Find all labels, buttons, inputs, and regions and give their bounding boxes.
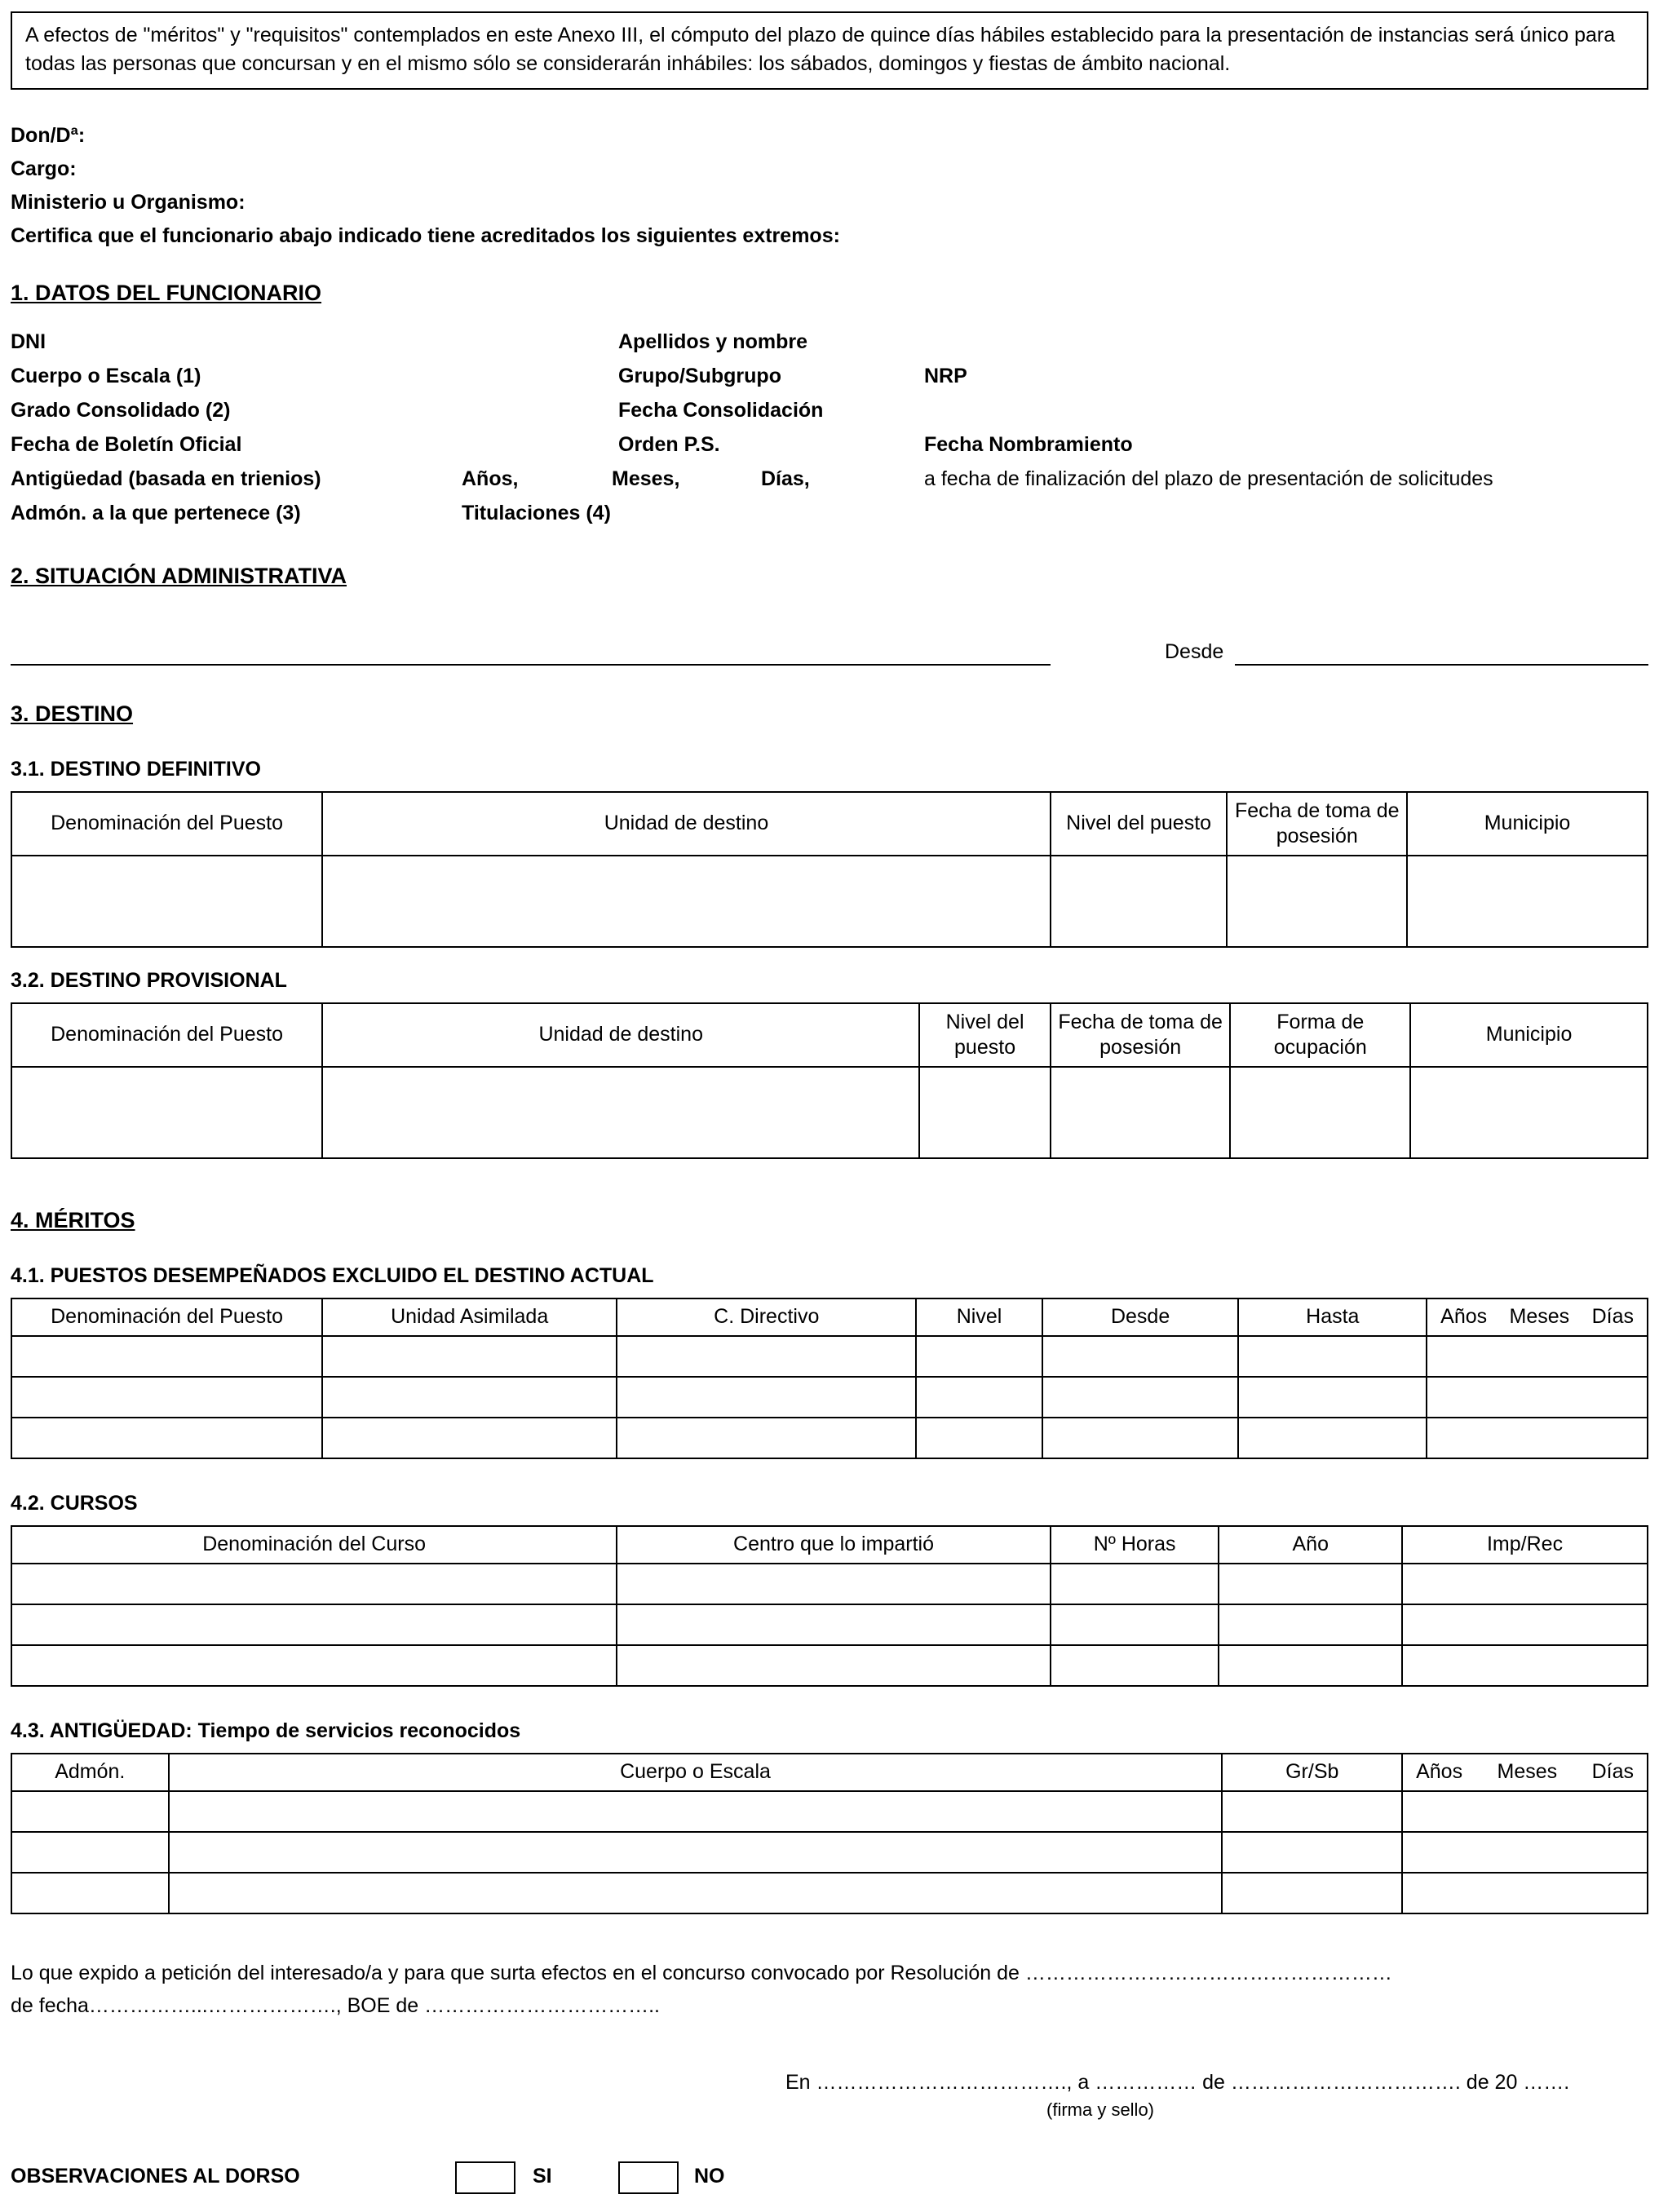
label-antiguedad: Antigüedad (basada en trienios) (11, 467, 321, 490)
column-header-hasta: Hasta (1238, 1298, 1427, 1336)
section2-title: 2. SITUACIÓN ADMINISTRATIVA (11, 564, 347, 588)
datos-row-1 (11, 330, 1648, 365)
empty-cell (1051, 1564, 1219, 1604)
label-no: NO (694, 2165, 725, 2188)
label-anios: Años (1440, 1305, 1488, 1329)
table-row (11, 1832, 1648, 1873)
puestos-desempenados-table (11, 1298, 1648, 1459)
label-don: Don/Dª: (11, 124, 86, 147)
checkbox-no[interactable] (618, 2161, 679, 2194)
label-cuerpo-escala: Cuerpo o Escala (1) (11, 365, 201, 387)
datos-row-3 (11, 399, 1648, 433)
label-meses: Meses, (612, 467, 680, 490)
destino-definitivo-table (11, 791, 1648, 948)
empty-cell (322, 1067, 919, 1158)
empty-cell (169, 1873, 1223, 1913)
column-header-tiempo (1402, 1754, 1648, 1791)
date-place-line: En ………………………………., a …………… de ……………………………. de 20 ……. (785, 2071, 1570, 2094)
column-header-horas: Nº Horas (1051, 1526, 1219, 1564)
column-header-denominacion: Denominación del Puesto (11, 1298, 322, 1336)
column-header-admon: Admón. (11, 1754, 169, 1791)
label-titulaciones: Titulaciones (4) (462, 502, 611, 524)
empty-cell (1427, 1377, 1648, 1418)
empty-cell (322, 1377, 617, 1418)
table-row (11, 1067, 1648, 1158)
column-header-fecha-posesion: Fecha de toma de posesión (1227, 792, 1407, 856)
column-header-forma-ocupacion: Forma de ocupación (1230, 1003, 1410, 1067)
label-grupo-subgrupo: Grupo/Subgrupo (618, 365, 781, 387)
empty-cell (11, 856, 322, 947)
column-header-unidad-asimilada: Unidad Asimilada (322, 1298, 617, 1336)
empty-cell (1042, 1377, 1239, 1418)
empty-cell (11, 1067, 322, 1158)
destino-provisional-table (11, 1002, 1648, 1159)
observaciones-row (11, 2158, 1648, 2196)
column-header-unidad-destino: Unidad de destino (322, 792, 1051, 856)
empty-cell (322, 1336, 617, 1377)
label-apellidos-nombre: Apellidos y nombre (618, 330, 807, 353)
table-row (11, 1791, 1648, 1832)
empty-cell (1427, 1336, 1648, 1377)
column-header-centro: Centro que lo impartió (617, 1526, 1051, 1564)
empty-cell (1219, 1645, 1402, 1686)
empty-cell (1227, 856, 1407, 947)
label-fecha-consolidacion: Fecha Consolidación (618, 399, 824, 422)
section3-title: 3. DESTINO (11, 701, 134, 726)
table-header-row (11, 1298, 1648, 1336)
empty-cell (1051, 1067, 1231, 1158)
notice-box (11, 11, 1648, 90)
label-dni: DNI (11, 330, 46, 353)
empty-cell (919, 1067, 1050, 1158)
table-header-row (11, 1003, 1648, 1067)
table-row (11, 1604, 1648, 1645)
section31-title: 3.1. DESTINO DEFINITIVO (11, 758, 261, 781)
datos-row-5 (11, 467, 1648, 502)
empty-cell (11, 1418, 322, 1458)
empty-cell (1402, 1873, 1648, 1913)
column-header-municipio: Municipio (1407, 792, 1648, 856)
label-dias: Días (1591, 1305, 1634, 1329)
column-header-nivel: Nivel (916, 1298, 1042, 1336)
empty-cell (1402, 1832, 1648, 1873)
empty-cell (916, 1336, 1042, 1377)
empty-cell (617, 1336, 916, 1377)
label-grado-consolidado: Grado Consolidado (2) (11, 399, 231, 422)
situacion-administrativa-row (11, 630, 1648, 666)
section41-title: 4.1. PUESTOS DESEMPEÑADOS EXCLUIDO EL DESTINO ACTUAL (11, 1264, 654, 1287)
empty-cell (169, 1832, 1223, 1873)
label-si: SI (533, 2165, 552, 2188)
intro-block (11, 119, 1648, 253)
table-row (11, 1873, 1648, 1913)
table-row (11, 1377, 1648, 1418)
expido-line-1: Lo que expido a petición del interesado/a y para que surta efectos en el concurso convocado por Resolución de ……………………………………………… (11, 1962, 1392, 1984)
table-row (11, 1336, 1648, 1377)
empty-cell (617, 1377, 916, 1418)
section42-title: 4.2. CURSOS (11, 1492, 138, 1515)
column-header-nivel-puesto: Nivel del puesto (1051, 792, 1228, 856)
datos-funcionario (11, 330, 1648, 536)
empty-cell (1427, 1418, 1648, 1458)
empty-cell (916, 1377, 1042, 1418)
empty-cell (1402, 1791, 1648, 1832)
label-cargo: Cargo: (11, 157, 77, 180)
empty-cell (169, 1791, 1223, 1832)
column-header-desde: Desde (1042, 1298, 1239, 1336)
empty-cell (1402, 1564, 1648, 1604)
empty-cell (1219, 1564, 1402, 1604)
situacion-fill-line (11, 638, 1051, 666)
table-header-row (11, 1526, 1648, 1564)
empty-cell (1230, 1067, 1410, 1158)
tiempo-header-group (1408, 1759, 1642, 1785)
empty-cell (617, 1564, 1051, 1604)
empty-cell (617, 1418, 916, 1458)
empty-cell (11, 1645, 617, 1686)
empty-cell (11, 1377, 322, 1418)
empty-cell (1042, 1418, 1239, 1458)
label-desde: Desde (1165, 640, 1224, 663)
firma-sello-label: (firma y sello) (1046, 2099, 1155, 2120)
label-a-fecha-finalizacion: a fecha de finalización del plazo de presentación de solicitudes (924, 467, 1493, 490)
datos-row-4 (11, 433, 1648, 467)
column-header-tiempo (1427, 1298, 1648, 1336)
empty-cell (1051, 1604, 1219, 1645)
empty-cell (916, 1418, 1042, 1458)
empty-cell (1238, 1418, 1427, 1458)
expido-line-2: de fecha……………...………………., BOE de …………………………….. (11, 1994, 660, 2017)
checkbox-si[interactable] (455, 2161, 515, 2194)
column-header-unidad-destino: Unidad de destino (322, 1003, 919, 1067)
tiempo-header-group (1432, 1304, 1642, 1329)
label-meses: Meses (1497, 1760, 1558, 1784)
column-header-denominacion: Denominación del Puesto (11, 1003, 322, 1067)
empty-cell (1222, 1791, 1402, 1832)
empty-cell (1402, 1604, 1648, 1645)
datos-row-2 (11, 365, 1648, 399)
empty-cell (11, 1564, 617, 1604)
table-row (11, 856, 1648, 947)
label-dias: Días, (761, 467, 810, 490)
empty-cell (1051, 1645, 1219, 1686)
empty-cell (1410, 1067, 1648, 1158)
column-header-cuerpo-escala: Cuerpo o Escala (169, 1754, 1223, 1791)
empty-cell (1219, 1604, 1402, 1645)
label-observaciones-dorso: OBSERVACIONES AL DORSO (11, 2165, 300, 2188)
column-header-nivel-puesto: Nivel del puesto (919, 1003, 1050, 1067)
expido-paragraph (11, 1957, 1648, 2022)
empty-cell (11, 1873, 169, 1913)
column-header-fecha-posesion: Fecha de toma de posesión (1051, 1003, 1231, 1067)
empty-cell (1222, 1832, 1402, 1873)
column-header-c-directivo: C. Directivo (617, 1298, 916, 1336)
label-dias: Días (1591, 1760, 1634, 1784)
empty-cell (11, 1791, 169, 1832)
label-fecha-boletin: Fecha de Boletín Oficial (11, 433, 242, 456)
cursos-table (11, 1525, 1648, 1687)
empty-cell (1051, 856, 1228, 947)
label-anios: Años (1416, 1760, 1463, 1784)
desde-fill-line (1235, 638, 1648, 666)
empty-cell (1402, 1645, 1648, 1686)
empty-cell (322, 1418, 617, 1458)
label-certifica: Certifica que el funcionario abajo indicado tiene acreditados los siguientes extremos: (11, 224, 840, 247)
column-header-municipio: Municipio (1410, 1003, 1648, 1067)
label-ministerio: Ministerio u Organismo: (11, 191, 246, 214)
table-header-row (11, 792, 1648, 856)
table-row (11, 1418, 1648, 1458)
section32-title: 3.2. DESTINO PROVISIONAL (11, 969, 287, 992)
label-orden-ps: Orden P.S. (618, 433, 720, 456)
antiguedad-table (11, 1753, 1648, 1914)
empty-cell (1238, 1377, 1427, 1418)
empty-cell (11, 1832, 169, 1873)
label-meses: Meses (1509, 1305, 1570, 1329)
label-fecha-nombramiento: Fecha Nombramiento (924, 433, 1133, 456)
empty-cell (11, 1604, 617, 1645)
empty-cell (1407, 856, 1648, 947)
empty-cell (11, 1336, 322, 1377)
empty-cell (617, 1645, 1051, 1686)
empty-cell (617, 1604, 1051, 1645)
column-header-gr-sb: Gr/Sb (1222, 1754, 1402, 1791)
table-header-row (11, 1754, 1648, 1791)
label-nrp: NRP (924, 365, 967, 387)
column-header-imp-rec: Imp/Rec (1402, 1526, 1648, 1564)
empty-cell (1238, 1336, 1427, 1377)
label-anios: Años, (462, 467, 519, 490)
empty-cell (1042, 1336, 1239, 1377)
column-header-anio: Año (1219, 1526, 1402, 1564)
column-header-denominacion-curso: Denominación del Curso (11, 1526, 617, 1564)
column-header-denominacion: Denominación del Puesto (11, 792, 322, 856)
section1-title: 1. DATOS DEL FUNCIONARIO (11, 281, 322, 305)
empty-cell (1222, 1873, 1402, 1913)
table-row (11, 1564, 1648, 1604)
table-row (11, 1645, 1648, 1686)
section43-title: 4.3. ANTIGÜEDAD: Tiempo de servicios reconocidos (11, 1719, 521, 1742)
datos-row-6 (11, 502, 1648, 536)
label-admon-pertenece: Admón. a la que pertenece (3) (11, 502, 301, 524)
section4-title: 4. MÉRITOS (11, 1208, 135, 1232)
notice-text: A efectos de "méritos" y "requisitos" contemplados en este Anexo III, el cómputo del plazo de quince días hábiles establecido para la presentación de instancias será único para todas las personas que concursan y en el mismo sólo se considerarán inhábiles: los sábados, domingos y fiestas de ámbito nacional. (25, 24, 1616, 75)
empty-cell (322, 856, 1051, 947)
